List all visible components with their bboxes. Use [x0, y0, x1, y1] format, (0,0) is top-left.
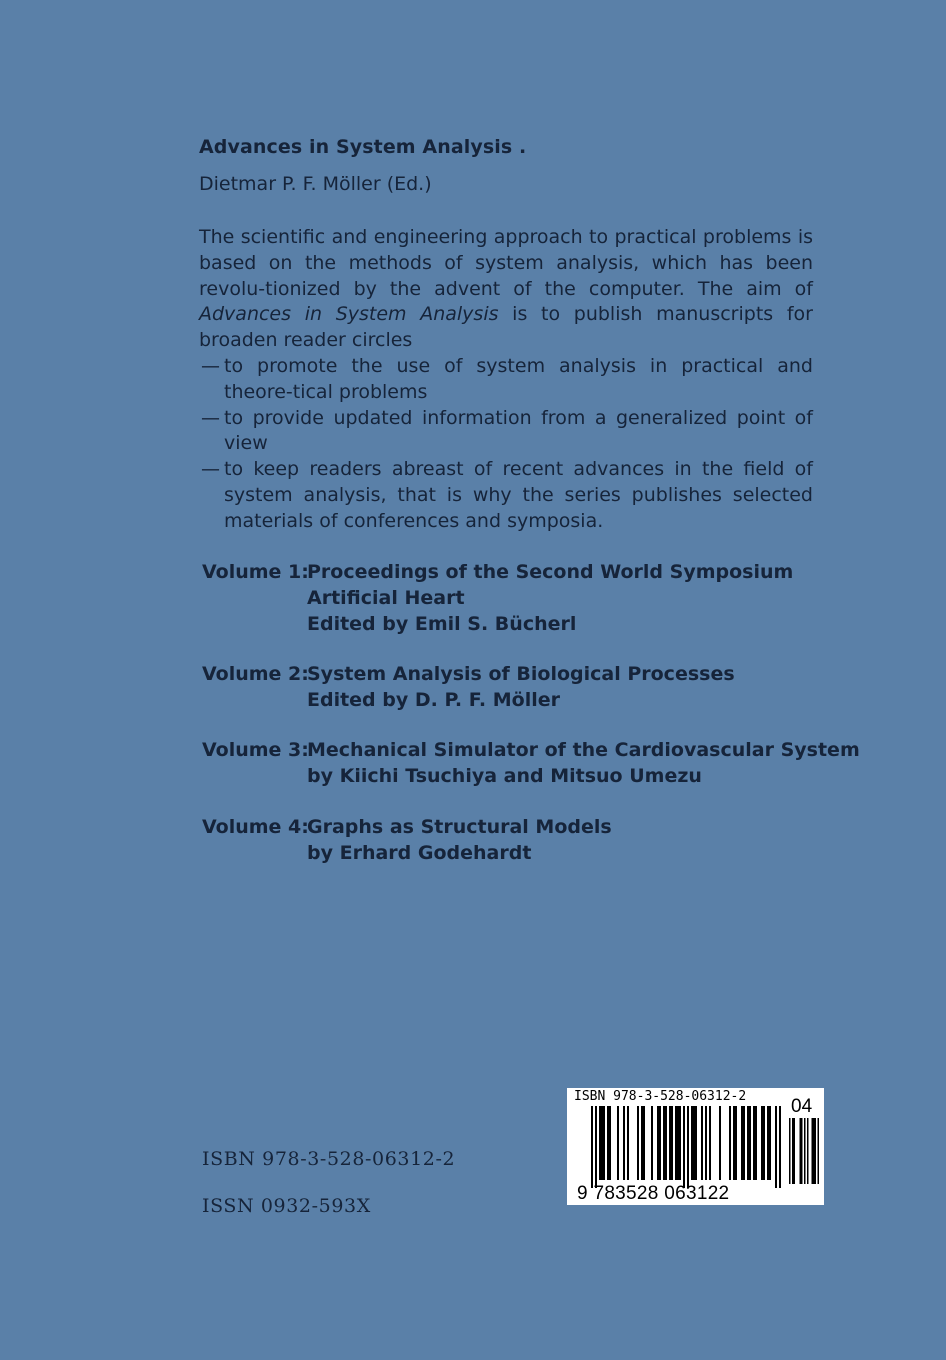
barcode-bar [693, 1106, 695, 1180]
barcode-bar [687, 1106, 689, 1188]
volume-title: Mechanical Simulator of the Cardiovascular System [307, 739, 860, 761]
barcode-bar [627, 1106, 629, 1180]
barcode-bar [651, 1106, 653, 1180]
barcode-bar [657, 1106, 659, 1180]
volume-label: Volume 3: [202, 739, 309, 761]
barcode-addon-bar [804, 1118, 806, 1184]
volume-title: Graphs as Structural Models [307, 816, 612, 838]
barcode-bar [735, 1106, 737, 1180]
volume-title: Proceedings of the Second World Symposium [307, 561, 794, 583]
barcode-bar [691, 1106, 693, 1180]
barcode-bar [677, 1106, 679, 1180]
barcode-bar [755, 1106, 757, 1180]
barcode-bar [669, 1106, 671, 1180]
description-part1: The scientific and engineering approach to practical problems is based on the methods of system analysis, which has been revolu-tionized by the advent of the computer. The aim of [199, 226, 813, 300]
barcode-bar [623, 1106, 625, 1180]
aim-item-text: to keep readers abreast of recent advances in the field of system analysis, that is why the series publishes selected materials of conferences and symposia. [224, 458, 813, 532]
aim-item-1 [199, 354, 813, 406]
barcode-bar [769, 1106, 771, 1180]
barcode-bar [705, 1106, 707, 1180]
barcode-bar [695, 1106, 697, 1180]
aim-item-3 [199, 457, 813, 534]
barcode-bar [729, 1106, 731, 1180]
barcode-bar [601, 1106, 603, 1180]
barcode-bar [775, 1106, 777, 1188]
barcode-addon-bar [813, 1118, 815, 1184]
barcode-bar [753, 1106, 755, 1180]
barcode-bar [659, 1106, 661, 1180]
barcode-bar [607, 1106, 609, 1180]
editor-line: Dietmar P. F. Möller (Ed.) [199, 173, 432, 195]
barcode-digits: 9 783528 063122 [577, 1183, 730, 1204]
volume-label: Volume 2: [202, 663, 309, 685]
barcode-bar [663, 1106, 665, 1180]
volume-editor: Edited by D. P. F. Möller [307, 688, 561, 711]
aims-list [199, 354, 813, 535]
volume-subtitle: Artificial Heart [307, 586, 465, 609]
barcode-bar [767, 1106, 769, 1180]
description-part2: is to publish manuscripts for broaden reader circles [199, 303, 813, 352]
aim-item-text: to promote the use of system analysis in practical and theore-tical problems [224, 355, 813, 403]
volume-editor: Edited by Emil S. Bücherl [307, 612, 577, 635]
barcode-addon-digits: 04 [791, 1096, 813, 1117]
volume-label: Volume 4: [202, 816, 309, 838]
barcode-bar [609, 1106, 611, 1180]
isbn-text: ISBN 978-3-528-06312-2 [202, 1148, 456, 1170]
barcode-bar [591, 1106, 593, 1188]
dash-marker: — [201, 406, 220, 429]
barcode-bar [643, 1106, 645, 1180]
barcode-addon-bar [800, 1118, 802, 1184]
barcode-addon-bar [789, 1118, 791, 1184]
volume-title: System Analysis of Biological Processes [307, 663, 735, 685]
barcode-bar [709, 1106, 711, 1180]
barcode-addon-bar [818, 1118, 820, 1184]
barcode-addon-bar [794, 1118, 796, 1184]
barcode-bar [675, 1106, 677, 1180]
description-italic-title: Advances in System Analysis [199, 303, 499, 326]
barcode-bar [749, 1106, 751, 1180]
barcode-bar [779, 1106, 781, 1188]
aim-item-2 [199, 406, 813, 458]
barcode-bar [679, 1106, 681, 1180]
barcode-bar [671, 1106, 673, 1180]
barcode-bar [761, 1106, 763, 1180]
barcode-bar [743, 1106, 745, 1180]
barcode-addon-bar [812, 1118, 814, 1184]
barcode-bar [665, 1106, 667, 1180]
barcode-label [567, 1088, 824, 1205]
barcode-bar [719, 1106, 721, 1180]
series-description [199, 225, 813, 354]
issn-text: ISSN 0932-593X [202, 1195, 371, 1217]
barcode-addon-bar [815, 1118, 817, 1184]
barcode-bar [701, 1106, 703, 1180]
series-title: Advances in System Analysis . [199, 136, 527, 158]
volume-label: Volume 1: [202, 561, 309, 583]
barcode-bar [595, 1106, 597, 1188]
dash-marker: — [201, 458, 220, 481]
barcode-bar [637, 1106, 639, 1180]
barcode-bar [617, 1106, 619, 1180]
dash-marker: — [201, 355, 220, 377]
barcode-bar [599, 1106, 601, 1180]
barcode-bar [603, 1106, 605, 1180]
volume-authors: by Erhard Godehardt [307, 841, 532, 864]
barcode-isbn-text: ISBN 978-3-528-06312-2 [574, 1089, 747, 1104]
barcode-addon-bar [801, 1118, 803, 1184]
barcode-bar [747, 1106, 749, 1180]
barcode-bar [683, 1106, 685, 1188]
barcode-bar [763, 1106, 765, 1180]
barcode-bar [741, 1106, 743, 1180]
barcode-addon-bar [807, 1118, 809, 1184]
barcode-bar [733, 1106, 735, 1180]
volume-authors: by Kiichi Tsuchiya and Mitsuo Umezu [307, 764, 702, 787]
barcode-addon-bar [792, 1118, 794, 1184]
barcode-bar [641, 1106, 643, 1180]
aim-item-text: to provide updated information from a generalized point of view [224, 406, 813, 455]
